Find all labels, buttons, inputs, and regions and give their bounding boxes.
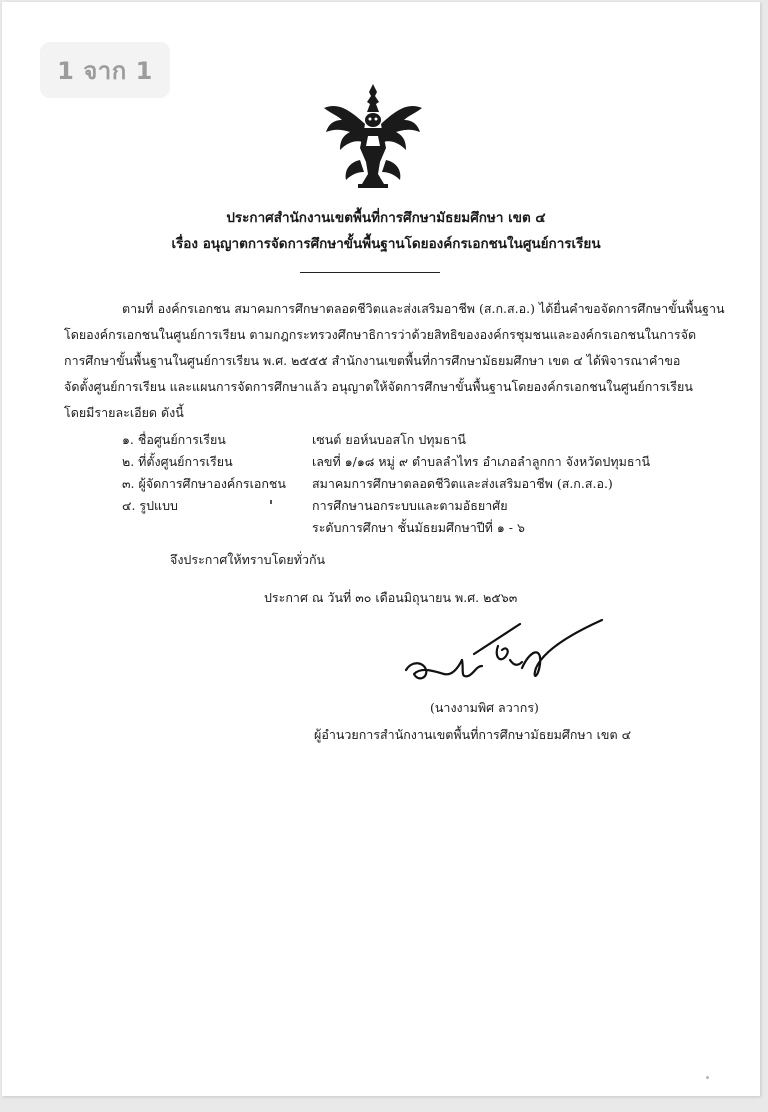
scan-mark <box>270 500 272 504</box>
detail-label: ๓. ผู้จัดการศึกษาองค์กรเอกชน <box>122 476 286 491</box>
body-line: จัดตั้งศูนย์การเรียน และแผนการจัดการศึกษาแล้ว อนุญาตให้จัดการศึกษาขั้นพื้นฐานโดยองค์กรเอกชนในศูนย์การเรียน <box>64 379 693 394</box>
title-divider <box>300 272 440 273</box>
detail-label: ๔. รูปแบบ <box>122 498 178 513</box>
detail-value: การศึกษานอกระบบและตามอัธยาศัย <box>312 498 508 513</box>
detail-value: เลขที่ ๑/๑๘ หมู่ ๙ ตำบลลำไทร อำเภอลำลูกกา จังหวัดปทุมธานี <box>312 454 651 469</box>
detail-label: ๑. ชื่อศูนย์การเรียน <box>122 432 226 447</box>
garuda-emblem-icon <box>320 80 426 192</box>
detail-value: ระดับการศึกษา ชั้นมัธยมศึกษาปีที่ ๑ - ๖ <box>312 520 525 535</box>
handwritten-signature <box>402 616 612 696</box>
body-line: โดยมีรายละเอียด ดังนี้ <box>64 405 184 420</box>
detail-label: ๒. ที่ตั้งศูนย์การเรียน <box>122 454 233 469</box>
detail-value: เซนต์ ยอห์นบอสโก ปทุมธานี <box>312 432 466 447</box>
closing-text: จึงประกาศให้ทราบโดยทั่วกัน <box>170 552 326 567</box>
signatory-name: (นางงามพิศ ลวากร) <box>430 700 539 715</box>
body-line: การศึกษาขั้นพื้นฐานในศูนย์การเรียน พ.ศ. ๒๕๕๕ สำนักงานเขตพื้นที่การศึกษามัธยมศึกษา เขต ๔ ได้พิจารณาคำขอ <box>64 353 681 368</box>
body-line: ตามที่ องค์กรเอกชน สมาคมการศึกษาตลอดชีวิตและส่งเสริมอาชีพ (ส.ก.ส.อ.) ได้ยื่นคำขอจัดการศึกษาขั้นพื้นฐาน <box>122 301 725 316</box>
signatory-title: ผู้อำนวยการสำนักงานเขตพื้นที่การศึกษามัธยมศึกษา เขต ๔ <box>314 727 632 742</box>
scan-speck <box>706 1076 709 1079</box>
announcement-subject: เรื่อง อนุญาตการจัดการศึกษาขั้นพื้นฐานโดยองค์กรเอกชนในศูนย์การเรียน <box>171 236 601 252</box>
body-line: โดยองค์กรเอกชนในศูนย์การเรียน ตามกฎกระทรวงศึกษาธิการว่าด้วยสิทธิขององค์กรชุมชนและองค์กรเอกชนในการจัด <box>64 327 697 342</box>
announcement-date: ประกาศ ณ วันที่ ๓๐ เดือนมิถุนายน พ.ศ. ๒๕๖๓ <box>264 590 518 605</box>
page-indicator: 1 จาก 1 <box>40 42 170 98</box>
document-page <box>2 2 760 1096</box>
announcement-title: ประกาศสำนักงานเขตพื้นที่การศึกษามัธยมศึกษา เขต ๔ <box>226 210 546 226</box>
detail-value: สมาคมการศึกษาตลอดชีวิตและส่งเสริมอาชีพ (ส.ก.ส.อ.) <box>312 476 613 491</box>
